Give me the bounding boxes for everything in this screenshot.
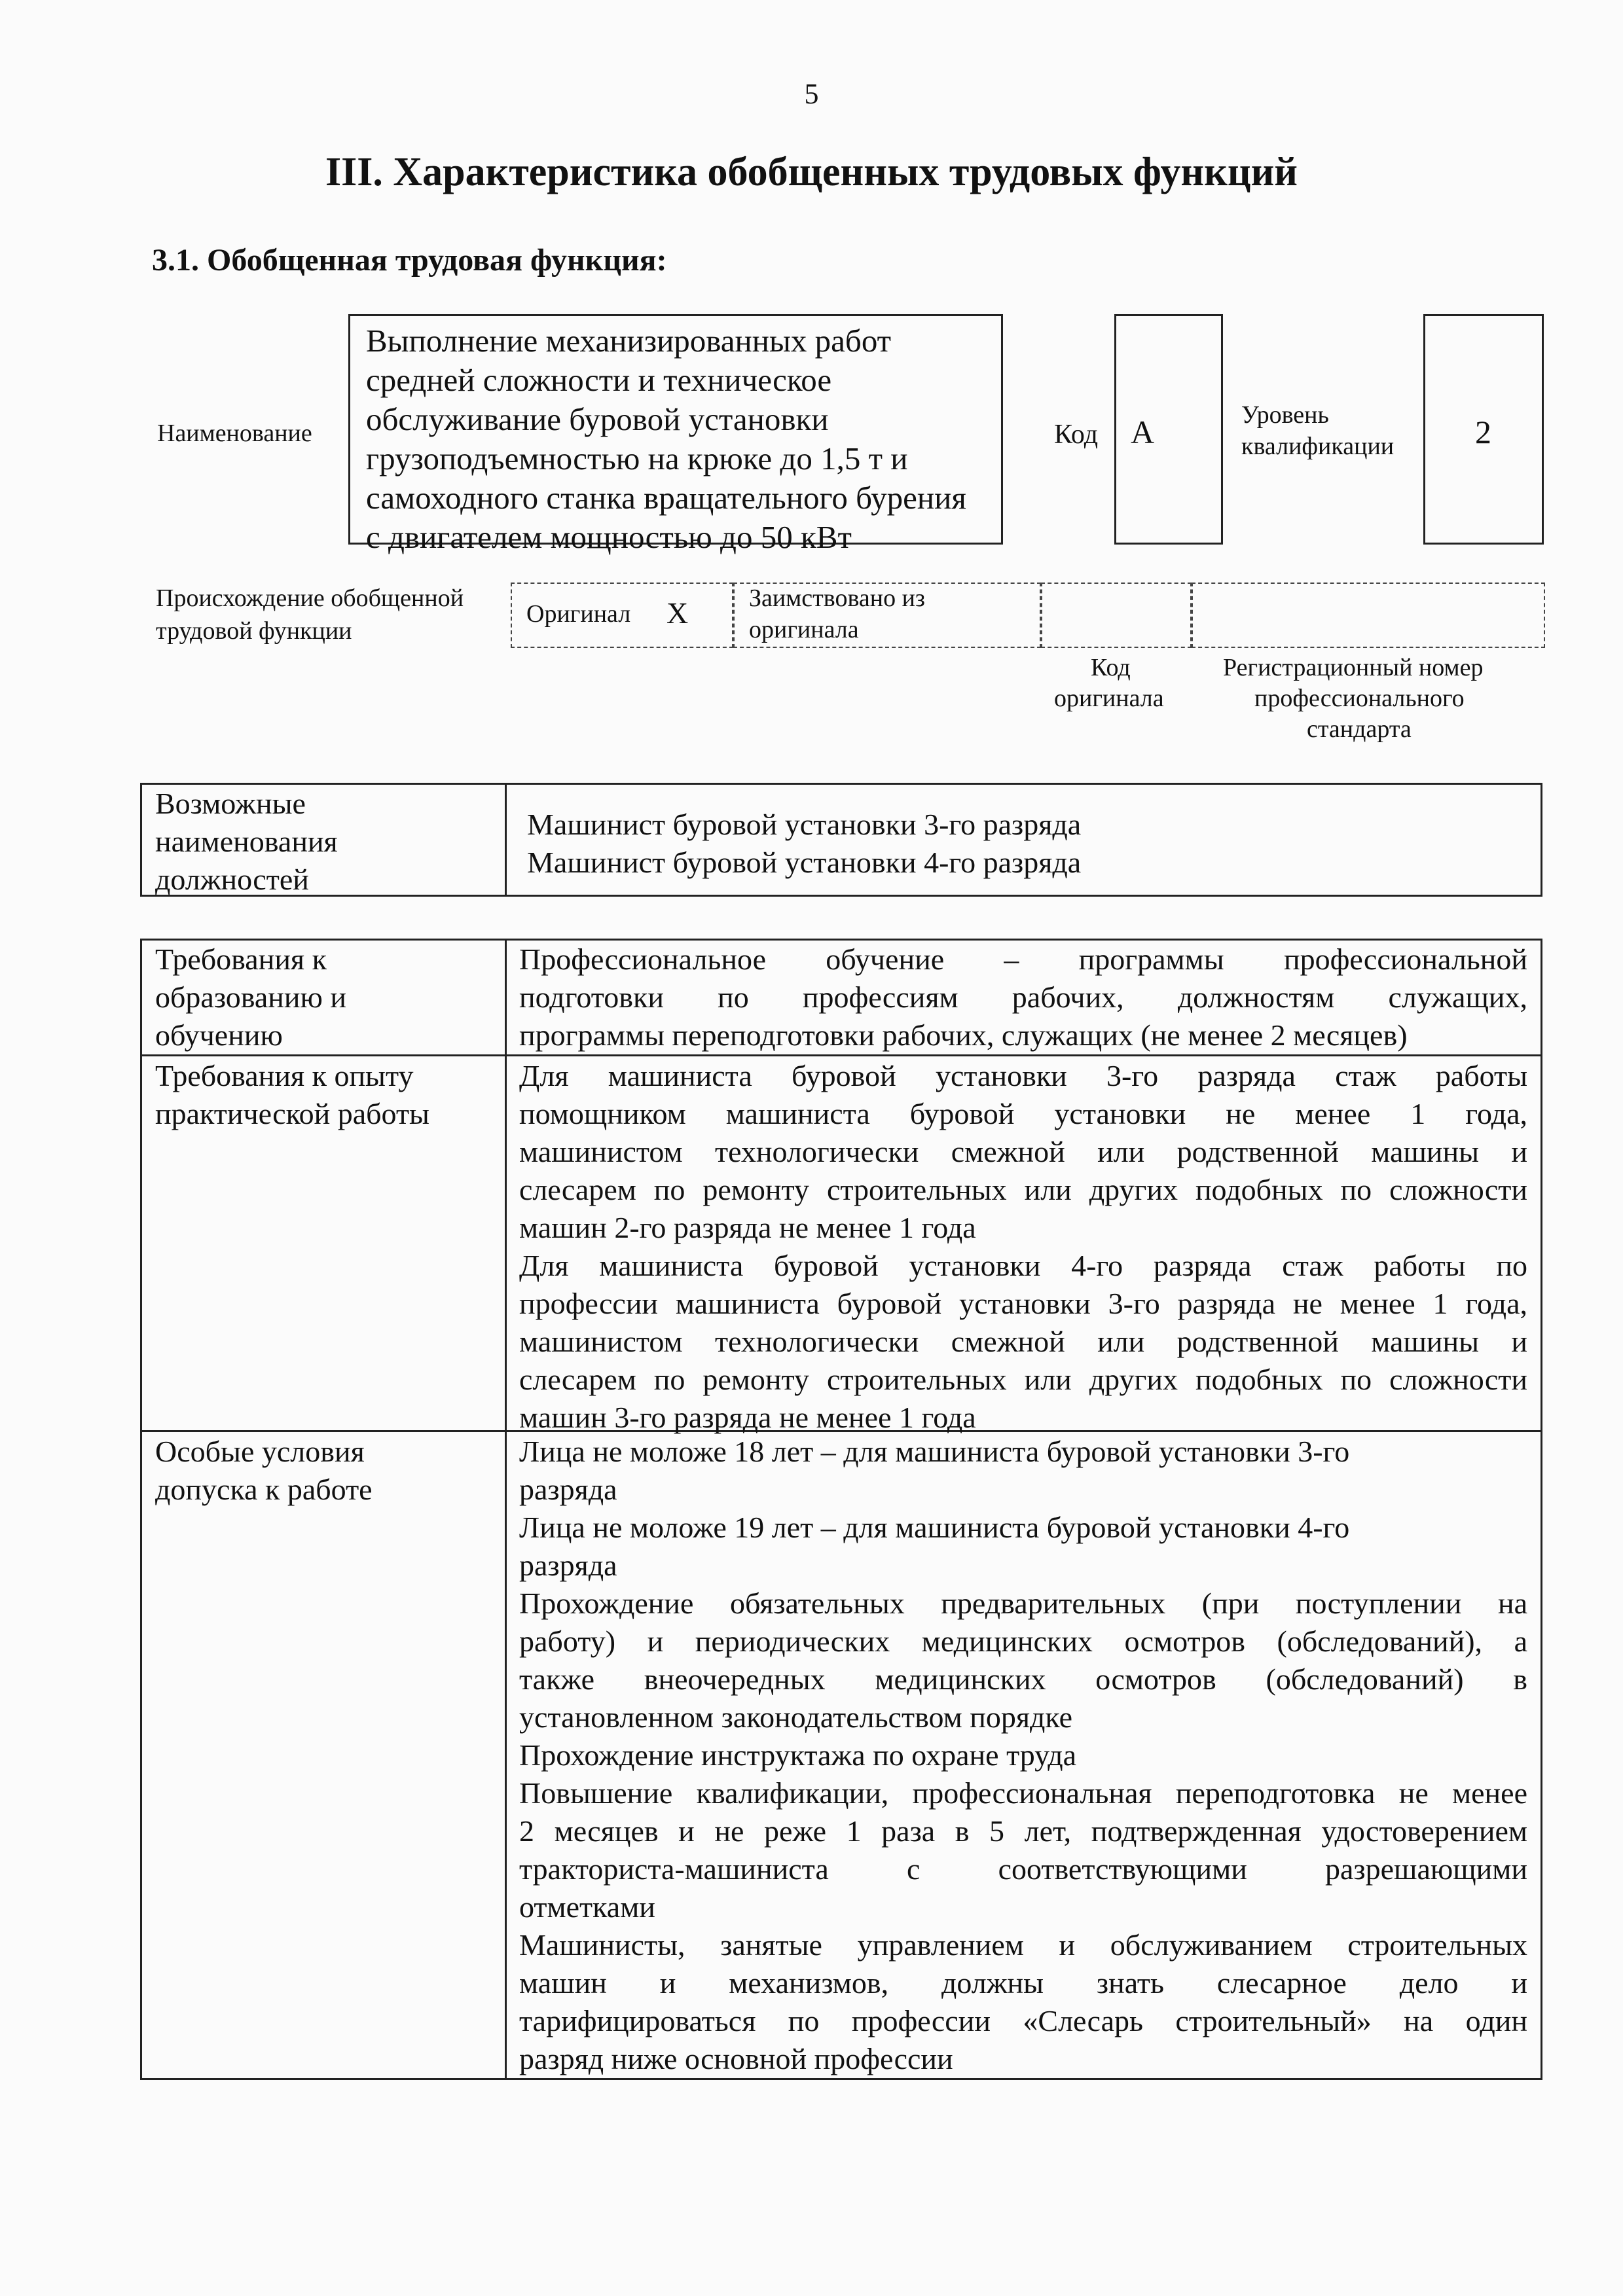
experience-label: Требования к опыту практической работы	[155, 1059, 429, 1130]
level-label-2: квалификации	[1241, 433, 1395, 460]
original-mark: X	[666, 596, 689, 630]
code-caption-1: Код	[1091, 654, 1131, 681]
function-name-box	[348, 314, 1003, 555]
requirements-divider	[505, 939, 507, 2080]
original-cell	[511, 583, 733, 648]
reg-caption-3: стандарта	[1307, 715, 1412, 743]
experience-value: Для машиниста буровой установки 3-го разряда стаж работы помощником машиниста буровой установки не менее 1 года, машинистом технологически смежной или родственной машины и слесарем по ремонту строительных или других подобных по сложности машин 2-го разряда не менее 1 года Для машиниста буровой установки 4-го разряда стаж работы по профессии машиниста буровой установки 3-го разряда не менее 1 года, машинистом технологически смежной или родственной машины и слесарем по ремонту строительных или других подобных по сложности машин 3-го разряда не менее 1 года	[519, 1059, 1527, 1434]
education-label: Требования к образованию и обучению	[155, 942, 346, 1052]
reg-caption-1: Регистрационный номер	[1223, 654, 1484, 681]
original-label: Оригинал	[526, 600, 631, 628]
row-divider-1	[140, 1054, 1542, 1056]
admission-value: Лица не моложе 18 лет – для машиниста буровой установки 3-го разряда Лица не моложе 19 лет – для машиниста буровой установки 4-го разряда Прохождение обязательных предварительных (при поступлении на работу) и периодических медицинских осмотров (обследований), а также внеочередных медицинских осмотров (обследований) в установленном законодательством порядке Прохождение инструктажа по охране труда Повышение квалификации, профессиональная переподготовка не менее 2 месяцев и не реже 1 раза в 5 лет, подтвержденная удостоверением тракториста-машиниста с соответствующими разрешающими отметками Машинисты, занятые управлением и обслуживанием строительных машин и механизмов, должны знать слесарное дело и тарифицироваться по профессии «Слесарь строительный» на один разряд ниже основной профессии	[519, 1435, 1527, 2075]
borrowed-label-2: оригинала	[749, 616, 859, 643]
positions-values: Машинист буровой установки 3-го разряда Машинист буровой установки 4-го разряда	[527, 808, 1082, 879]
borrowed-label-1: Заимствовано из	[749, 584, 925, 612]
origin-label-2: трудовой функции	[156, 617, 352, 645]
requirements-table	[140, 939, 1542, 2080]
original-code-cell	[1041, 583, 1192, 648]
function-name-text: Выполнение механизированных работ средней сложности и техническое обслуживание буровой установки грузоподъемностью на крюке до 1,5 т и самоходного станка вращательного бурения с двигателем мощностью до 50 кВт	[366, 323, 966, 555]
code-box	[1114, 314, 1223, 545]
borrowed-cell	[733, 583, 1041, 648]
level-box	[1423, 314, 1544, 545]
level-label-1: Уровень	[1241, 401, 1329, 429]
level-value: 2	[1475, 414, 1491, 450]
page-number: 5	[804, 78, 819, 110]
code-label: Код	[1054, 420, 1099, 450]
subsection-title: 3.1. Обобщенная трудовая функция:	[152, 243, 667, 278]
positions-divider	[505, 783, 507, 897]
education-value: Профессиональное обучение – программы профессиональной подготовки по профессиям рабочих, должностям служащих, программы переподготовки рабочих, служащих (не менее 2 месяцев)	[519, 942, 1527, 1052]
code-value: А	[1131, 414, 1155, 450]
origin-label-1: Происхождение обобщенной	[156, 584, 464, 612]
positions-table	[140, 783, 1542, 897]
admission-label: Особые условия допуска к работе	[155, 1435, 373, 1506]
positions-label: Возможные наименования должностей	[155, 787, 338, 896]
reg-number-cell	[1192, 583, 1545, 648]
name-label: Наименование	[157, 420, 312, 447]
reg-caption-2: профессионального	[1254, 685, 1465, 712]
section-title: III. Характеристика обобщенных трудовых функций	[325, 150, 1298, 194]
code-caption-2: оригинала	[1054, 685, 1164, 712]
